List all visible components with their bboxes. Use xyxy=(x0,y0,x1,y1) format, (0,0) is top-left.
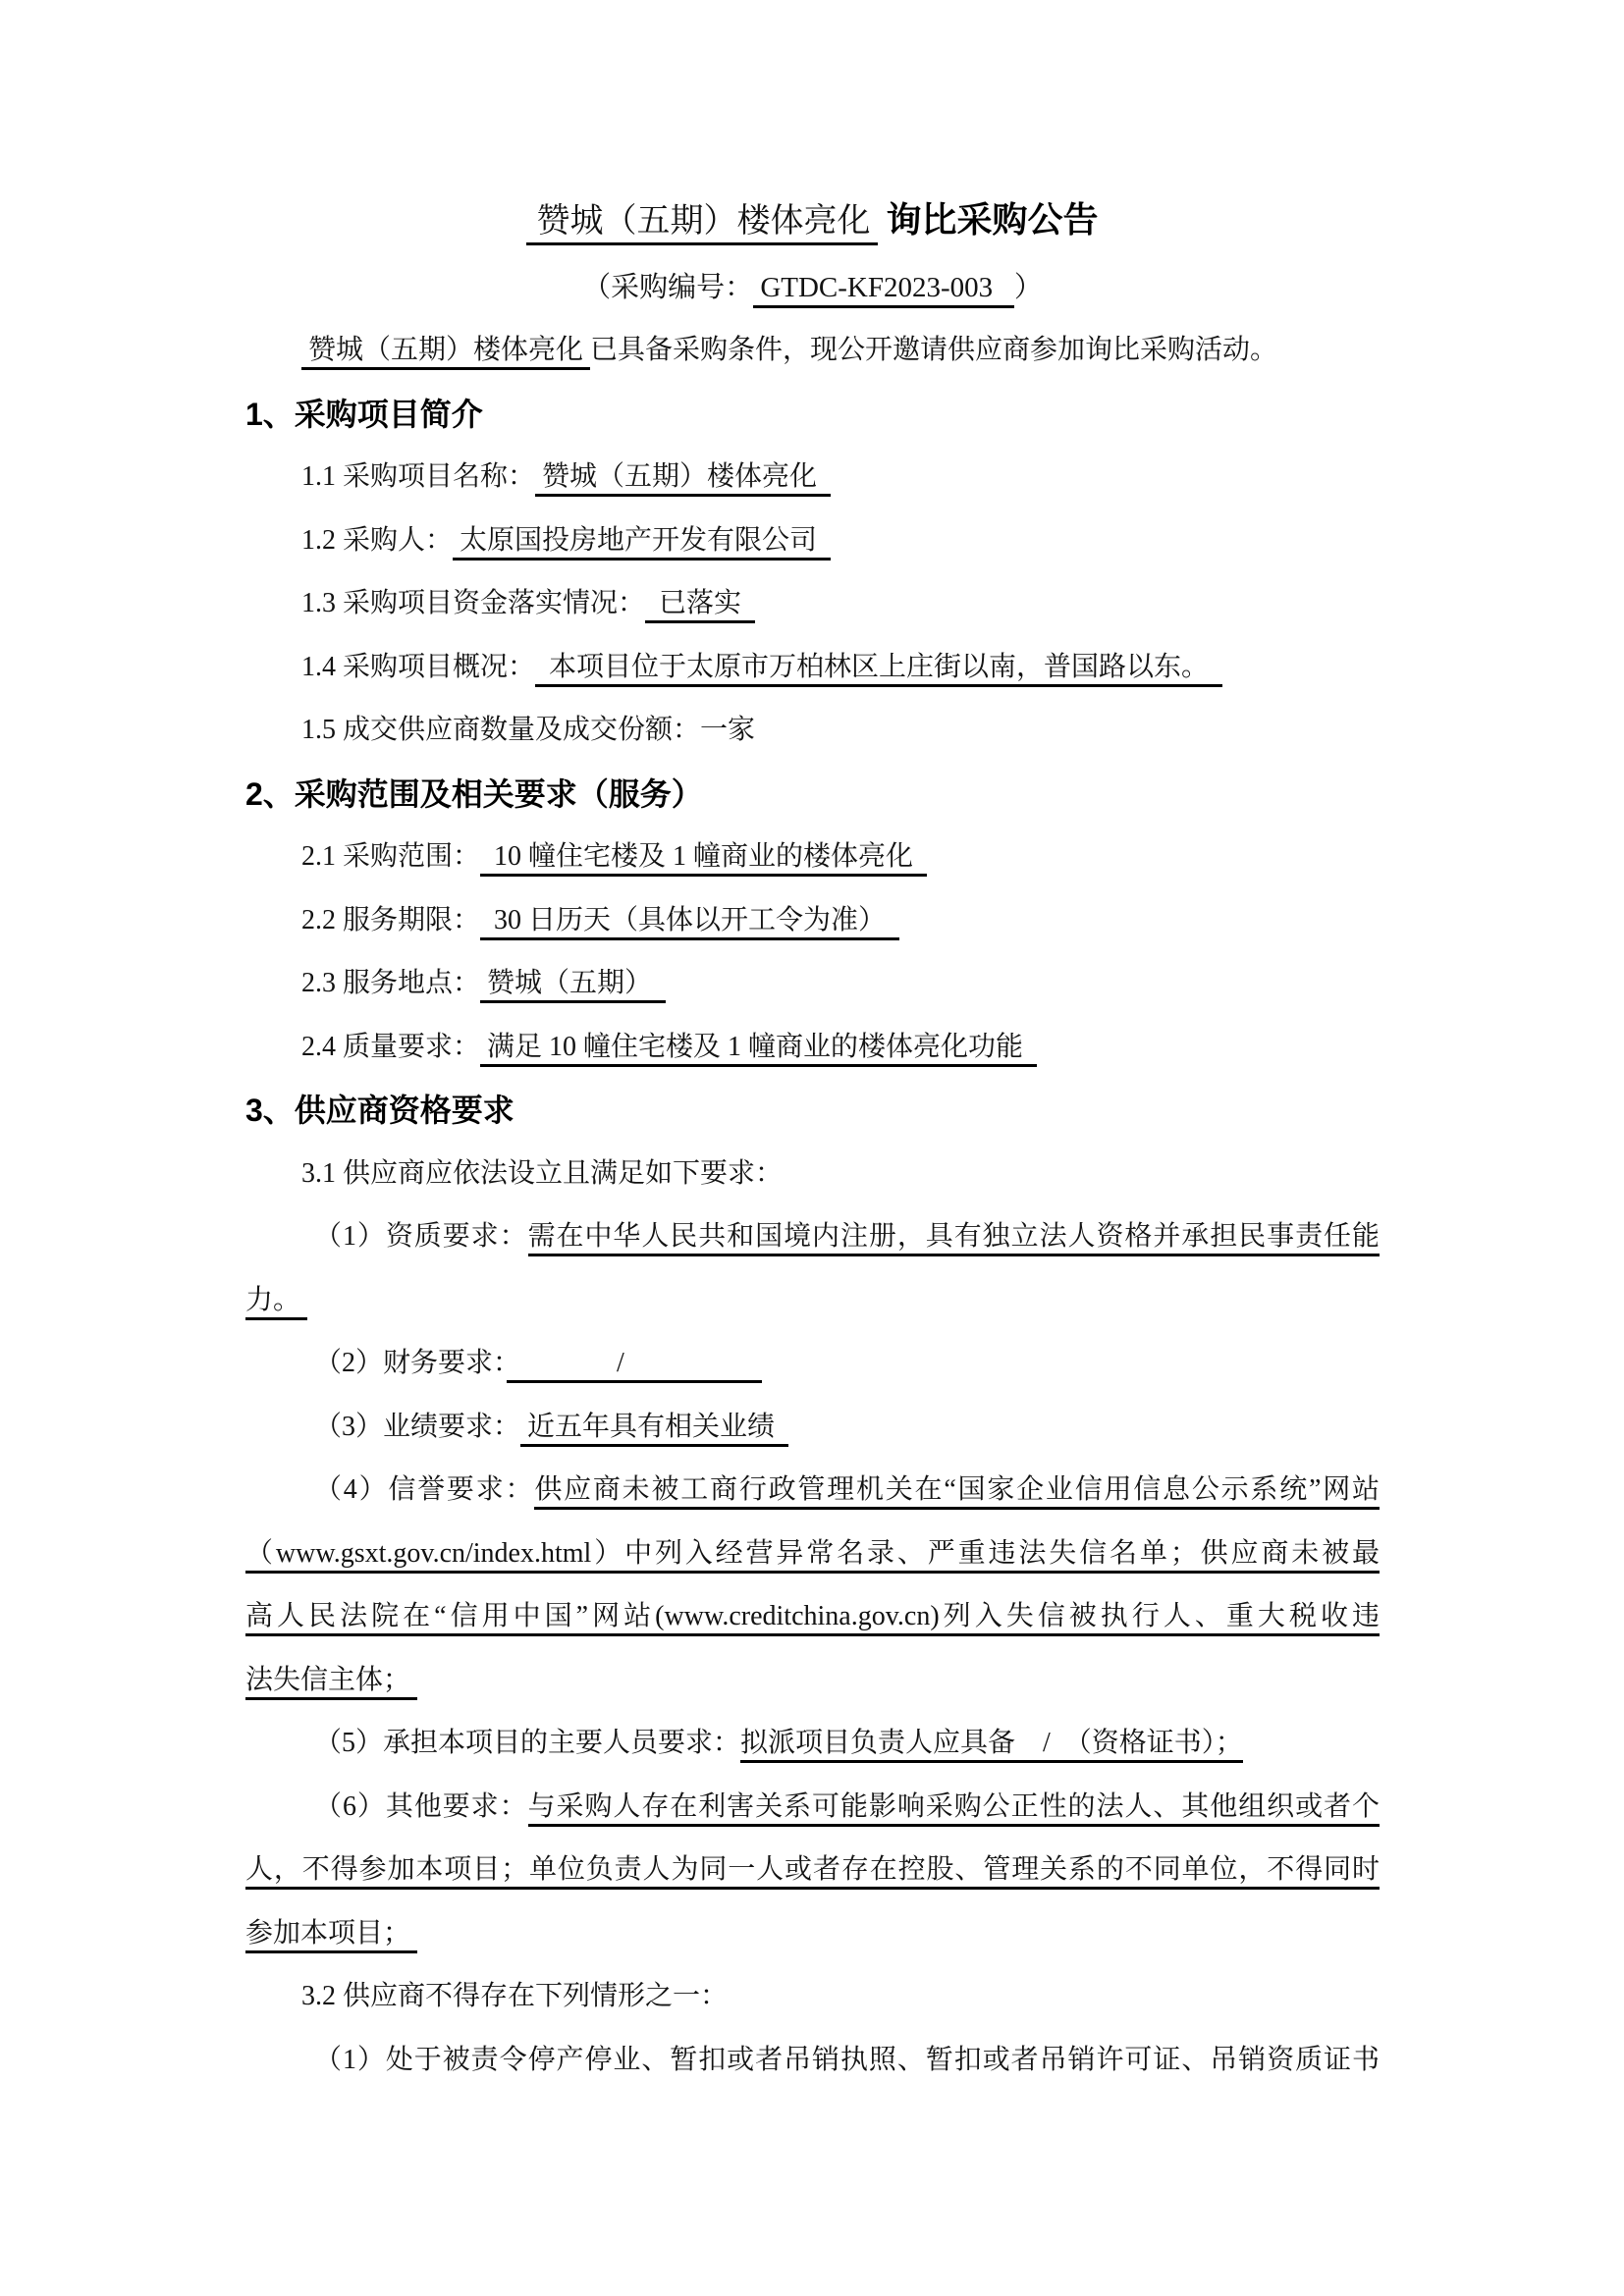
financial-req-label: （2）财务要求： xyxy=(314,1348,508,1378)
other-req-line-2 xyxy=(245,1839,1380,1902)
qualification-req-value-2: 力。 xyxy=(245,1285,307,1320)
item-1-4-label: 1.4 采购项目概况： xyxy=(301,651,536,682)
other-req-value-2: 人，不得参加本项目；单位负责人为同一人或者存在控股、管理关系的不同单位，不得同时 xyxy=(245,1854,1380,1890)
credit-req-line-1 xyxy=(245,1459,1380,1522)
other-req-line-1 xyxy=(245,1776,1380,1840)
item-2-2-value: 30 日历天（具体以开工令为准） xyxy=(480,905,899,940)
item-2-3-value: 赞城（五期） xyxy=(480,968,666,1003)
item-2-3-label: 2.3 服务地点： xyxy=(301,968,481,998)
credit-req-value-4: 法失信主体； xyxy=(245,1665,417,1700)
intro-project-name: 赞城（五期）楼体亮化 xyxy=(301,335,590,370)
item-1-3-value: 已落实 xyxy=(645,588,755,623)
credit-req-line-2 xyxy=(245,1522,1380,1586)
intro-paragraph xyxy=(245,319,1380,383)
personnel-req xyxy=(245,1712,1380,1776)
other-req-value-1: 与采购人存在利害关系可能影响采购公正性的法人、其他组织或者个 xyxy=(528,1791,1380,1827)
credit-req-value-1: 供应商未被工商行政管理机关在“国家企业信用信息公示系统”网站 xyxy=(534,1474,1380,1510)
reference-prefix: （采购编号： xyxy=(582,271,754,303)
qualification-req-line-2 xyxy=(245,1269,1380,1333)
reference-number: GTDC-KF2023-003 xyxy=(753,272,1014,308)
qualification-req-value-1: 需在中华人民共和国境内注册，具有独立法人资格并承担民事责任能 xyxy=(528,1221,1380,1256)
item-2-1 xyxy=(245,826,1380,889)
credit-req-value-3: 高人民法院在“信用中国”网站(www.creditchina.gov.cn)列入失信被执行人、重大税收违 xyxy=(245,1601,1380,1636)
procurement-reference xyxy=(245,256,1380,320)
item-1-5: 1.5 成交供应商数量及成交份额：一家 xyxy=(301,715,756,745)
item-2-3 xyxy=(245,952,1380,1016)
credit-req-value-2: （www.gsxt.gov.cn/index.html）中列入经营异常名录、严重违法失信名单；供应商未被最 xyxy=(245,1538,1380,1574)
prohibited-situation-1: （1）处于被责令停产停业、暂扣或者吊销执照、暂扣或者吊销许可证、吊销资质证书 xyxy=(314,2044,1380,2075)
title-project-name: 赞城（五期）楼体亮化 xyxy=(526,203,878,245)
personnel-req-value: 拟派项目负责人应具备 / （资格证书）； xyxy=(740,1728,1243,1763)
performance-req-value: 近五年具有相关业绩 xyxy=(520,1412,788,1447)
item-1-1 xyxy=(245,446,1380,509)
intro-text: 已具备采购条件，现公开邀请供应商参加询比采购活动。 xyxy=(590,335,1278,365)
item-1-2-label: 1.2 采购人： xyxy=(301,524,454,556)
other-req-value-3: 参加本项目； xyxy=(245,1918,417,1953)
item-2-1-value: 10 幢住宅楼及 1 幢商业的楼体亮化 xyxy=(480,841,927,877)
item-1-2 xyxy=(245,509,1380,573)
qualification-req-line-1 xyxy=(245,1205,1380,1269)
credit-req-line-3 xyxy=(245,1585,1380,1649)
qualification-req-label: （1）资质要求： xyxy=(314,1221,528,1252)
item-1-4-value: 本项目位于太原市万柏林区上庄街以南，普国路以东。 xyxy=(535,652,1222,687)
item-3-1: 3.1 供应商应依法设立且满足如下要求： xyxy=(301,1157,784,1189)
item-3-2: 3.2 供应商不得存在下列情形之一： xyxy=(301,1981,729,2011)
personnel-req-label: （5）承担本项目的主要人员要求： xyxy=(314,1728,741,1758)
item-2-4-value: 满足 10 幢住宅楼及 1 幢商业的楼体亮化功能 xyxy=(480,1032,1037,1067)
performance-req xyxy=(245,1396,1380,1460)
item-1-2-value: 太原国投房地产开发有限公司 xyxy=(453,525,831,561)
performance-req-label: （3）业绩要求： xyxy=(314,1411,521,1442)
section-3-heading: 3、供应商资格要求 xyxy=(245,1093,514,1128)
credit-req-label: （4）信誉要求： xyxy=(314,1474,535,1505)
title-announcement-type: 询比采购公告 xyxy=(886,199,1099,240)
item-2-1-label: 2.1 采购范围： xyxy=(301,841,481,872)
other-req-label: （6）其他要求： xyxy=(314,1790,528,1822)
reference-suffix: ） xyxy=(1013,271,1043,303)
item-1-1-label: 1.1 采购项目名称： xyxy=(301,461,536,492)
financial-req xyxy=(245,1332,1380,1396)
section-1-heading: 1、采购项目简介 xyxy=(245,396,483,432)
item-2-2 xyxy=(245,889,1380,953)
credit-req-line-4 xyxy=(245,1649,1380,1713)
item-1-3 xyxy=(245,572,1380,636)
section-2-heading: 2、采购范围及相关要求（服务） xyxy=(245,775,703,812)
item-1-1-value: 赞城（五期）楼体亮化 xyxy=(535,461,831,497)
financial-req-value: / xyxy=(507,1348,762,1383)
item-1-3-label: 1.3 采购项目资金落实情况： xyxy=(301,588,646,618)
item-1-4 xyxy=(245,636,1380,700)
document-title xyxy=(245,188,1380,256)
item-2-4-label: 2.4 质量要求： xyxy=(301,1031,481,1062)
other-req-line-3 xyxy=(245,1902,1380,1966)
item-2-2-label: 2.2 服务期限： xyxy=(301,904,481,935)
item-2-4 xyxy=(245,1016,1380,1080)
